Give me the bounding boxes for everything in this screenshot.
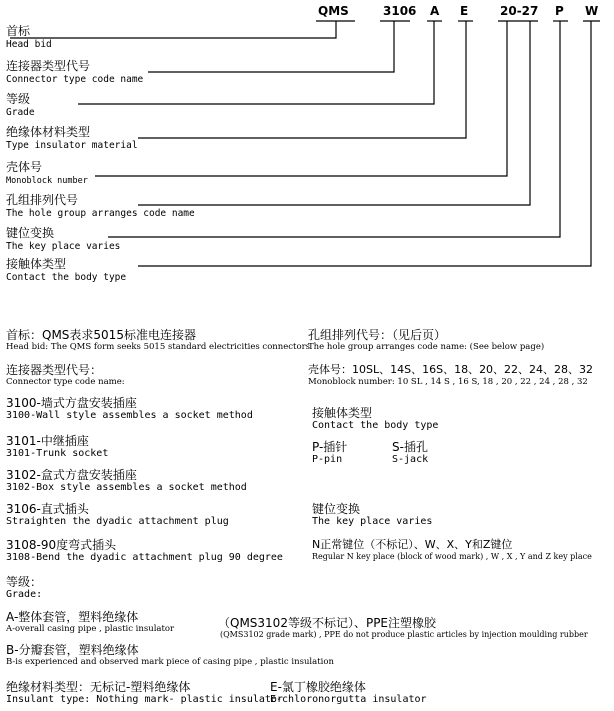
- code-part-a: A: [430, 4, 440, 18]
- hole-group-en: The hole group arranges code name: (See below page): [308, 342, 545, 352]
- pin-en: P-pin: [312, 454, 343, 465]
- type-3106-cn: 3106-直式插头: [6, 502, 89, 516]
- legend-insulator-en: Type insulator material: [6, 140, 138, 151]
- pin-cn: P-插针: [312, 440, 348, 454]
- head-bid-cn: 首标：QMS表求5015标准电连接器: [6, 328, 196, 342]
- insulant-e-cn: E-氯丁橡胶绝缘体: [270, 680, 366, 694]
- legend-hole-group-en: The hole group arranges code name: [6, 208, 195, 219]
- contact-type-cn: 接触体类型: [312, 406, 373, 420]
- legend-monoblock-en: Monoblock number: [6, 176, 88, 186]
- key-place-cn: 键位变换: [312, 502, 361, 516]
- legend-key-en: The key place varies: [6, 241, 121, 252]
- insulant-type-en: Insulant type: Nothing mark- plastic insulator: [6, 694, 283, 705]
- grade-cn: 等级：: [6, 575, 43, 589]
- code-part-p: P: [555, 4, 564, 18]
- type-3100-cn: 3100-墙式方盘安装插座: [6, 396, 137, 410]
- regular-key-cn: N正常键位（不标记）、W、X、Y和Z键位: [312, 538, 513, 551]
- grade-note-en: (QMS3102 grade mark) , PPE do not produce plastic articles by injection moulding rubber: [220, 630, 588, 639]
- shell-number-en: Monoblock number: 10 SL , 14 S , 16 S, 18 , 20 , 22 , 24 , 28 , 32: [308, 377, 588, 387]
- legend-grade-cn: 等级: [6, 92, 31, 106]
- legend-contact-en: Contact the body type: [6, 272, 127, 283]
- head-bid-en: Head bid: The QMS form seeks 5015 standard electricities connectors: [6, 342, 311, 352]
- legend-contact-cn: 接触体类型: [6, 257, 67, 271]
- grade-a-cn: A-整体套管，塑料绝缘体: [6, 610, 139, 624]
- legend-connector-type-en: Connector type code name: [6, 74, 144, 85]
- code-part-qms: QMS: [318, 4, 349, 18]
- legend-monoblock-cn: 壳体号: [6, 160, 43, 174]
- contact-type-en: Contact the body type: [312, 420, 439, 431]
- code-part-e: E: [460, 4, 469, 18]
- type-3106-en: Straighten the dyadic attachment plug: [6, 516, 229, 527]
- jack-cn: S-插孔: [392, 440, 428, 454]
- connector-type-cn: 连接器类型代号：: [6, 363, 103, 377]
- code-part-20-27: 20-27: [500, 4, 539, 18]
- grade-en: Grade:: [6, 589, 43, 600]
- legend-connector-type-cn: 连接器类型代号: [6, 59, 91, 73]
- legend-key-cn: 键位变换: [6, 226, 55, 240]
- type-3101-cn: 3101-中继插座: [6, 434, 89, 448]
- shell-number-cn: 壳体号：10SL、14S、16S、18、20、22、24、28、32: [308, 363, 594, 376]
- type-3102-cn: 3102-盒式方盘安装插座: [6, 468, 137, 482]
- grade-b-cn: B-分瓣套管，塑料绝缘体: [6, 643, 139, 657]
- insulant-type-cn: 绝缘材料类型：无标记-塑料绝缘体: [6, 680, 191, 694]
- regular-key-en: Regular N key place (block of wood mark) , W , X , Y and Z key place: [312, 552, 592, 561]
- type-3100-en: 3100-Wall style assembles a socket method: [6, 410, 253, 421]
- legend-insulator-cn: 绝缘体材料类型: [6, 125, 91, 139]
- legend-head-bid-cn: 首标: [6, 24, 31, 38]
- type-3108-cn: 3108-90度弯式插头: [6, 538, 117, 552]
- code-part-w: W: [585, 4, 599, 18]
- type-3101-en: 3101-Trunk socket: [6, 448, 109, 459]
- insulant-e-en: E-chloronorgutta insulator: [270, 694, 427, 705]
- type-3102-en: 3102-Box style assembles a socket method: [6, 482, 247, 493]
- legend-head-bid-en: Head bid: [6, 39, 52, 50]
- code-part-3106: 3106: [383, 4, 417, 18]
- grade-a-en: A-overall casing pipe , plastic insulator: [6, 624, 175, 634]
- connector-type-en: Connector type code name:: [6, 377, 125, 387]
- legend-grade-en: Grade: [6, 107, 35, 118]
- type-3108-en: 3108-Bend the dyadic attachment plug 90 degree: [6, 552, 283, 563]
- jack-en: S-jack: [392, 454, 429, 465]
- grade-b-en: B-is experienced and observed mark piece of casing pipe , plastic insulation: [6, 657, 334, 667]
- hole-group-cn: 孔组排列代号：（见后页）: [308, 328, 447, 342]
- grade-note-cn: （QMS3102等级不标记）、PPE注塑橡胶: [218, 616, 437, 630]
- legend-hole-group-cn: 孔组排列代号: [6, 193, 79, 207]
- key-place-en: The key place varies: [312, 516, 433, 527]
